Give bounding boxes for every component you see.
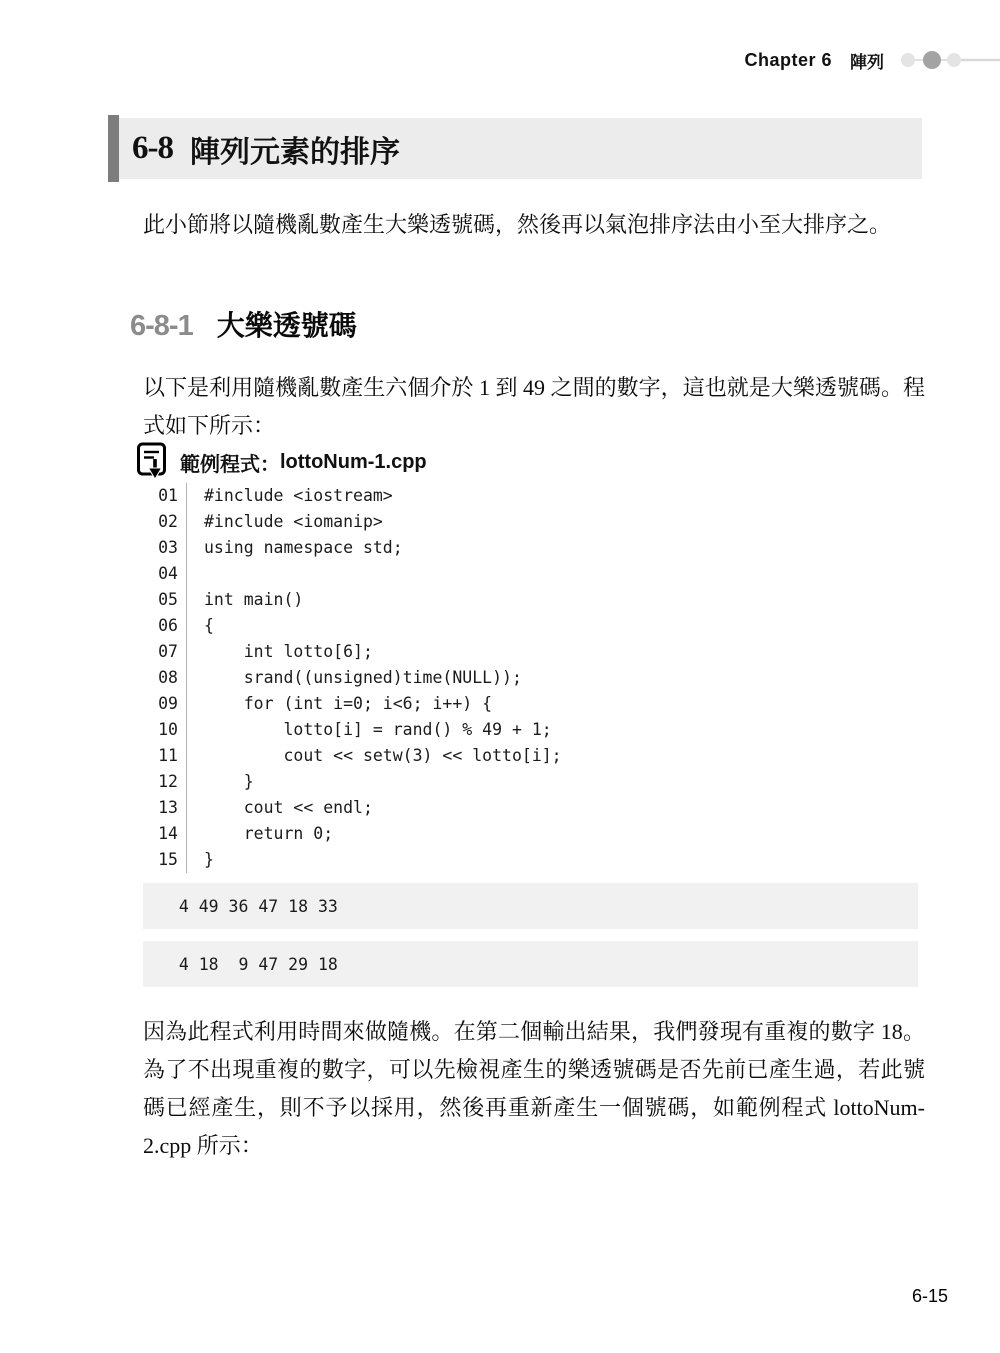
code-line-text: } xyxy=(204,850,214,869)
code-line xyxy=(143,847,918,873)
example-filename: lottoNum-1.cpp xyxy=(280,450,427,473)
code-line-number: 15 xyxy=(143,847,187,873)
page-number: 6-15 xyxy=(911,1286,948,1306)
code-line-number: 08 xyxy=(143,665,187,691)
code-line xyxy=(143,509,918,535)
code-line-text: } xyxy=(204,772,254,791)
code-line-number: 14 xyxy=(143,821,187,847)
chapter-dots-icon xyxy=(898,49,1000,71)
subsection-title: 大樂透號碼 xyxy=(216,310,357,341)
code-line-text: int lotto[6]; xyxy=(204,642,373,661)
code-line-number: 11 xyxy=(143,743,187,769)
example-header xyxy=(136,442,427,482)
code-line xyxy=(143,795,918,821)
code-line xyxy=(143,535,918,561)
section-heading xyxy=(119,118,922,179)
code-line xyxy=(143,613,918,639)
code-line-text: return 0; xyxy=(204,824,334,843)
code-line-text: lotto[i] = rand() % 49 + 1; xyxy=(204,720,552,739)
code-line xyxy=(143,821,918,847)
code-line xyxy=(143,639,918,665)
code-line-number: 03 xyxy=(143,535,187,561)
output-box xyxy=(143,941,918,987)
code-line-text: { xyxy=(204,616,214,635)
code-line-text: #include <iostream> xyxy=(204,486,393,505)
chapter-header xyxy=(0,46,1000,74)
code-line xyxy=(143,483,918,509)
code-line-number: 09 xyxy=(143,691,187,717)
code-line xyxy=(143,665,918,691)
section-title: 陣列元素的排序 xyxy=(190,135,400,169)
example-label: 範例程式： xyxy=(180,453,280,476)
section-number: 6-8 xyxy=(132,130,173,166)
code-line-text: for (int i=0; i<6; i++) { xyxy=(204,694,493,713)
code-line-text: srand((unsigned)time(NULL)); xyxy=(204,668,522,687)
code-line-text xyxy=(187,561,204,587)
code-line xyxy=(143,587,918,613)
code-line-number: 01 xyxy=(143,483,187,509)
code-line-number: 07 xyxy=(143,639,187,665)
program-outputs xyxy=(143,883,918,999)
output-text: 4 49 36 47 18 33 xyxy=(159,896,338,916)
chapter-title: 陣列 xyxy=(850,52,884,72)
code-line-number: 06 xyxy=(143,613,187,639)
example-code-icon xyxy=(136,442,170,482)
code-line-text: int main() xyxy=(204,590,304,609)
code-line xyxy=(143,717,918,743)
output-text: 4 18 9 47 29 18 xyxy=(159,954,338,974)
subsection-heading xyxy=(130,304,357,344)
output-box xyxy=(143,883,918,929)
code-line-number: 05 xyxy=(143,587,187,613)
code-line xyxy=(143,769,918,795)
code-line xyxy=(143,691,918,717)
code-line-number: 12 xyxy=(143,769,187,795)
code-line-number: 10 xyxy=(143,717,187,743)
code-line-number: 04 xyxy=(143,561,187,587)
intro-paragraph: 此小節將以隨機亂數產生大樂透號碼，然後再以氣泡排序法由小至大排序之。 xyxy=(143,212,892,237)
body-paragraph: 以下是利用隨機亂數產生六個介於 1 到 49 之間的數字，這也就是大樂透號碼。程式如下所示： xyxy=(143,375,925,438)
closing-paragraph: 因為此程式利用時間來做隨機。在第二個輸出結果，我們發現有重複的數字 18。為了不出現重複的數字，可以先檢視產生的樂透號碼是否先前已產生過，若此號碼已經產生，則不予以採用，然後再重新產生一個號碼，如範例程式 lottoNum-2.cpp 所示： xyxy=(143,1019,925,1158)
code-line-text: cout << endl; xyxy=(204,798,373,817)
subsection-number: 6-8-1 xyxy=(130,310,193,342)
code-block xyxy=(143,483,918,873)
code-line-text: using namespace std; xyxy=(204,538,403,557)
code-line-number: 13 xyxy=(143,795,187,821)
code-line xyxy=(143,561,918,587)
code-line-number: 02 xyxy=(143,509,187,535)
chapter-label: Chapter 6 xyxy=(744,49,832,70)
code-line xyxy=(143,743,918,769)
section-heading-bar xyxy=(108,115,119,182)
code-line-text: #include <iomanip> xyxy=(204,512,383,531)
code-line-text: cout << setw(3) << lotto[i]; xyxy=(204,746,562,765)
